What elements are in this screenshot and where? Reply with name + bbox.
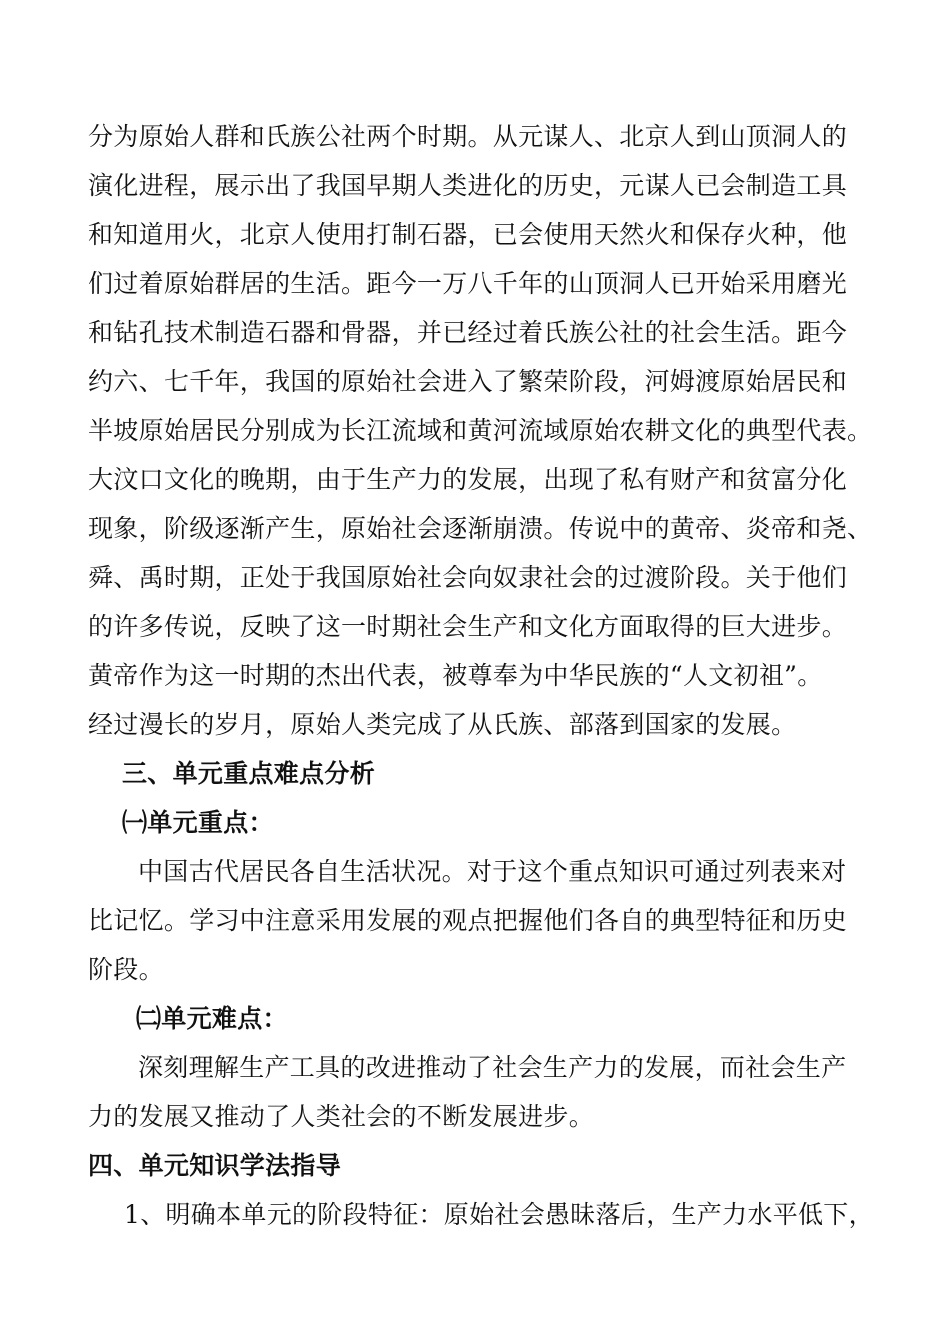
body-text-line: 演化进程，展示出了我国早期人类进化的历史，元谋人已会制造工具 [88, 171, 848, 200]
method-guide-line: 1、明确本单元的阶段特征：原始社会愚昧落后，生产力水平低下， [124, 1200, 874, 1229]
body-text-line: 们过着原始群居的生活。距今一万八千年的山顶洞人已开始采用磨光 [88, 269, 848, 298]
body-text-line: 分为原始人群和氏族公社两个时期。从元谋人、北京人到山顶洞人的 [88, 122, 848, 151]
body-text-line: 大汶口文化的晚期，由于生产力的发展，出现了私有财产和贫富分化 [88, 465, 848, 494]
body-text-line: 约六、七千年，我国的原始社会进入了繁荣阶段，河姆渡原始居民和 [88, 367, 848, 396]
body-text-line: 和知道用火，北京人使用打制石器，已会使用天然火和保存火种，他 [88, 220, 848, 249]
key-points-line: 阶段。 [88, 955, 164, 984]
difficult-points-line: 力的发展又推动了人类社会的不断发展进步。 [88, 1102, 595, 1131]
key-points-line: 中国古代居民各自生活状况。对于这个重点知识可通过列表来对 [138, 857, 847, 886]
section-3-heading: 三、单元重点难点分析 [122, 759, 376, 788]
body-text-line: 的许多传说，反映了这一时期社会生产和文化方面取得的巨大进步。 [88, 612, 848, 641]
difficult-points-heading: ㈡单元难点： [136, 1004, 288, 1033]
key-points-heading: ㈠单元重点： [122, 808, 274, 837]
body-text-line: 舜、禹时期，正处于我国原始社会向奴隶社会的过渡阶段。关于他们 [88, 563, 848, 592]
body-text-line: 现象，阶级逐渐产生，原始社会逐渐崩溃。传说中的黄帝、炎帝和尧、 [88, 514, 873, 543]
key-points-line: 比记忆。学习中注意采用发展的观点把握他们各自的典型特征和历史 [88, 906, 848, 935]
body-text-line: 经过漫长的岁月，原始人类完成了从氏族、部落到国家的发展。 [88, 710, 797, 739]
body-text-line: 黄帝作为这一时期的杰出代表，被尊奉为中华民族的“人文初祖”。 [88, 661, 823, 690]
difficult-points-line: 深刻理解生产工具的改进推动了社会生产力的发展，而社会生产 [138, 1053, 847, 1082]
body-text-line: 半坡原始居民分别成为长江流域和黄河流域原始农耕文化的典型代表。 [88, 416, 873, 445]
section-4-heading: 四、单元知识学法指导 [88, 1151, 342, 1180]
body-text-line: 和钻孔技术制造石器和骨器，并已经过着氏族公社的社会生活。距今 [88, 318, 848, 347]
